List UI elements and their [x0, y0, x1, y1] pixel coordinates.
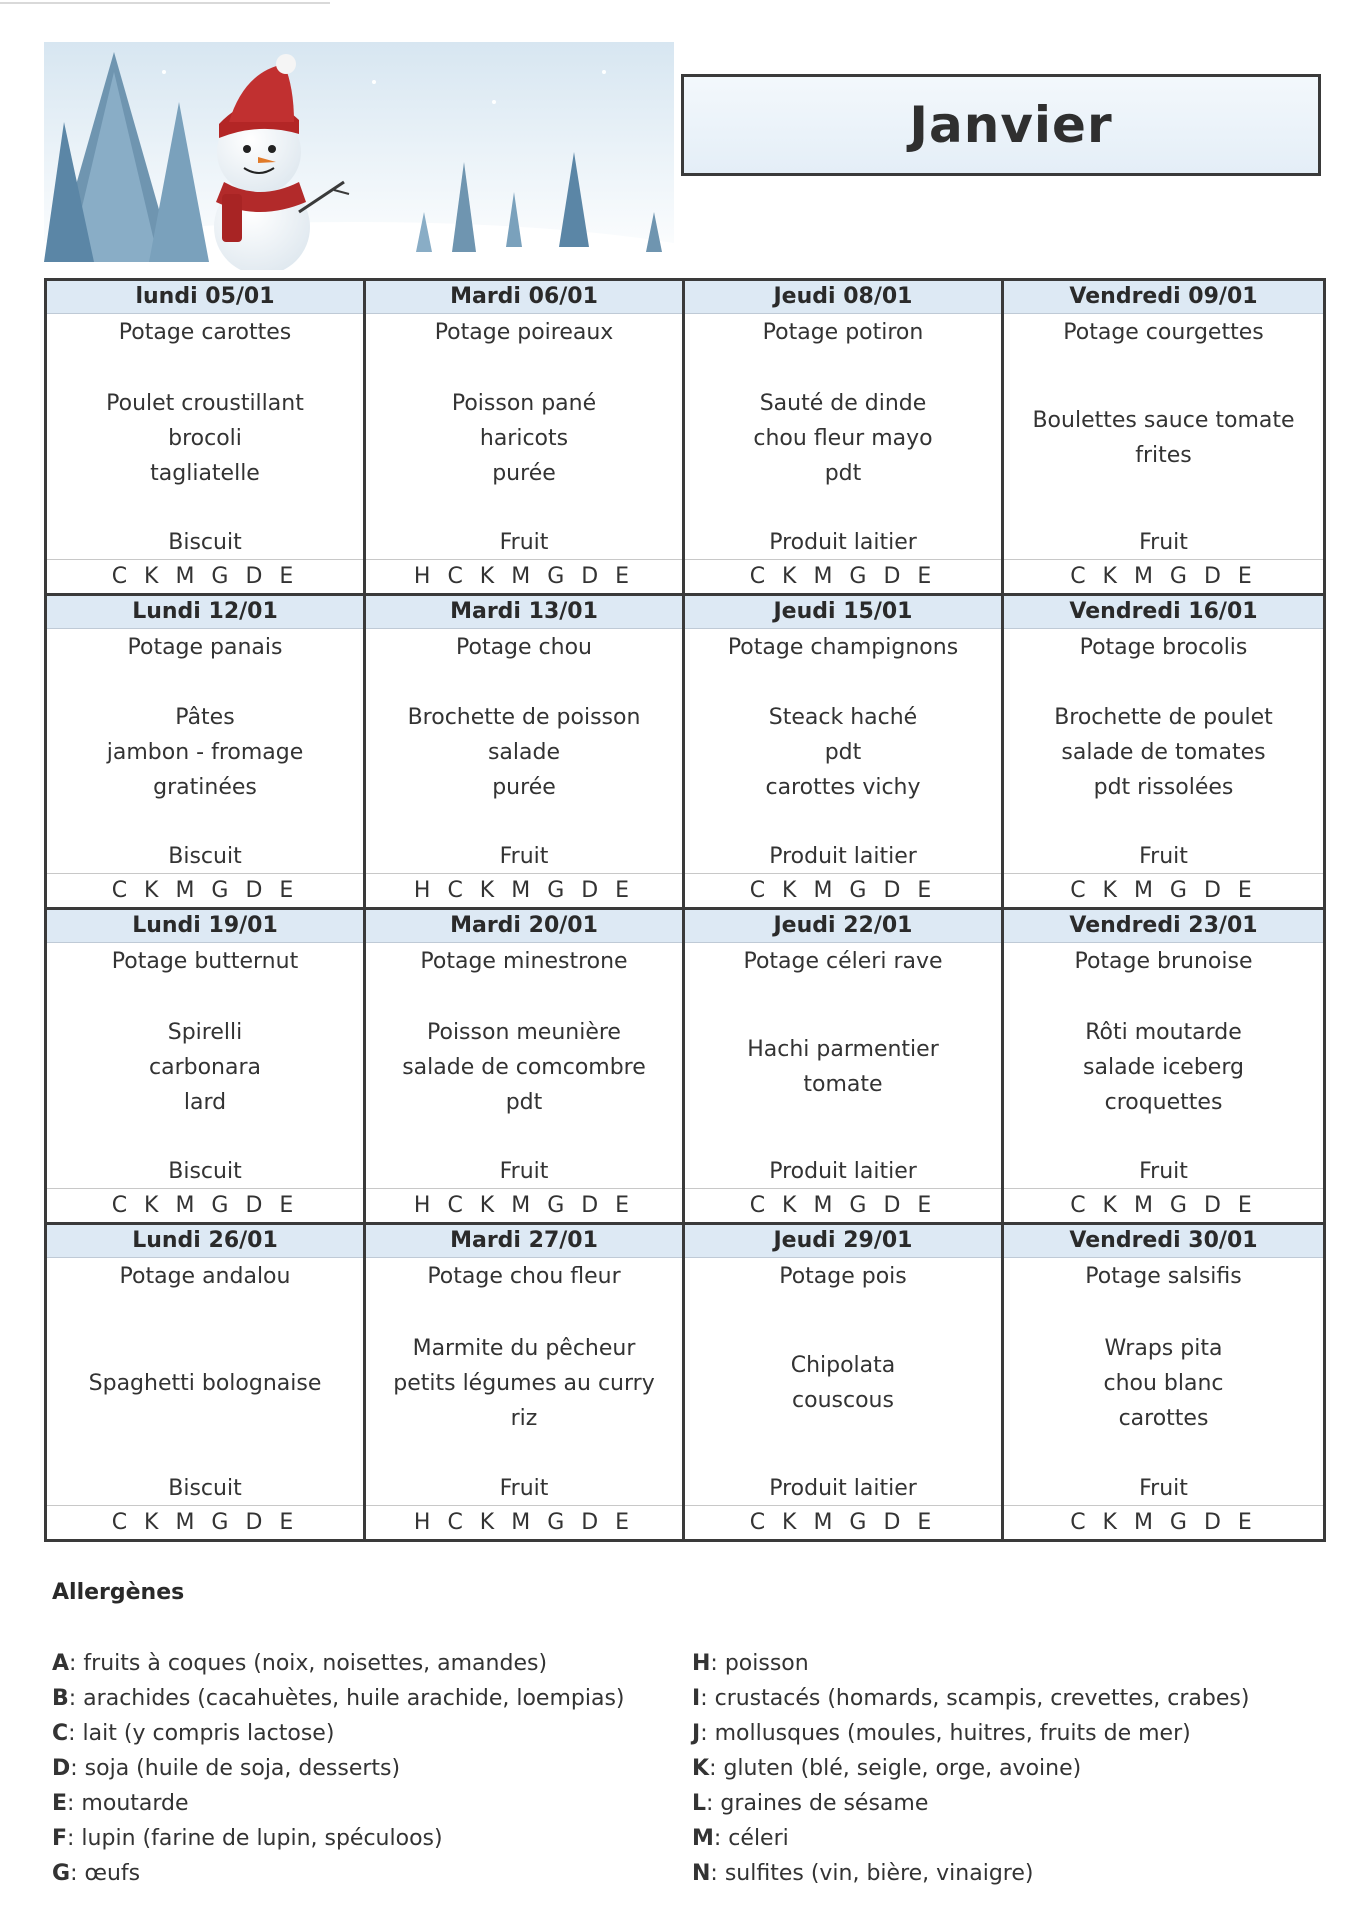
- soup-item: Potage céleri rave: [743, 949, 943, 974]
- main-dish-line: gratinées: [153, 775, 257, 801]
- main-dish-line: lard: [183, 1089, 227, 1115]
- main-dish: [47, 979, 363, 1156]
- allergen-legend-item: [692, 1646, 1249, 1681]
- allergen-codes: H C K M G D E: [366, 873, 682, 907]
- main-dish-line: brocoli: [168, 425, 242, 451]
- day-cell: [1004, 596, 1323, 911]
- allergen-description: : fruits à coques (noix, noisettes, amandes): [69, 1651, 548, 1676]
- allergen-code: D: [52, 1756, 71, 1781]
- soup-item: Potage poireaux: [434, 320, 614, 345]
- allergen-legend-item: [52, 1786, 625, 1821]
- main-dish: [1004, 665, 1323, 842]
- day-cell: [1004, 1225, 1323, 1540]
- allergen-description: : céleri: [713, 1826, 789, 1851]
- allergen-codes: C K M G D E: [47, 873, 363, 907]
- day-header: Jeudi 22/01: [685, 910, 1001, 943]
- dessert-item: Fruit: [1139, 844, 1188, 869]
- main-dish-line: couscous: [792, 1388, 894, 1414]
- day-header: Vendredi 23/01: [1004, 910, 1323, 943]
- soup-item: Potage panais: [127, 634, 283, 660]
- main-dish-line: salade de comcombre: [402, 1054, 646, 1080]
- dessert-item: Biscuit: [168, 844, 242, 869]
- dessert-item: Fruit: [499, 1158, 549, 1184]
- allergen-legend-item: [52, 1751, 625, 1786]
- menu-grid: [44, 278, 1326, 1542]
- main-dish-line: carottes: [1118, 1405, 1209, 1431]
- allergen-code: A: [52, 1651, 70, 1676]
- allergen-description: : arachides (cacahuètes, huile arachide, loempias): [68, 1686, 625, 1711]
- allergen-code: H: [692, 1651, 711, 1676]
- allergen-codes: C K M G D E: [47, 1505, 363, 1539]
- day-header: Lundi 19/01: [47, 910, 363, 943]
- main-dish-line: petits légumes au curry: [393, 1370, 655, 1396]
- allergen-legend-item: [692, 1821, 1249, 1856]
- dessert-item: Fruit: [499, 844, 549, 869]
- day-cell: [366, 910, 685, 1225]
- dessert-item: Produit laitier: [769, 1158, 917, 1184]
- main-dish: [47, 1294, 363, 1474]
- day-cell: [1004, 910, 1323, 1225]
- day-header: Mardi 20/01: [366, 910, 682, 943]
- allergen-code: F: [52, 1826, 68, 1851]
- soup-item: Potage andalou: [119, 1263, 291, 1289]
- allergen-legend-item: [692, 1681, 1249, 1716]
- day-cell: [47, 281, 366, 596]
- allergen-description: : œufs: [70, 1861, 141, 1886]
- soup-item: Potage chou: [456, 634, 592, 660]
- main-dish-line: tomate: [803, 1072, 883, 1098]
- main-dish-line: tagliatelle: [150, 460, 260, 486]
- allergen-codes: C K M G D E: [685, 1188, 1001, 1222]
- allergen-code: C: [52, 1721, 69, 1746]
- soup-item: Potage pois: [779, 1263, 907, 1289]
- main-dish-line: pdt: [824, 460, 862, 486]
- main-dish-line: purée: [492, 775, 556, 801]
- main-dish-line: pdt: [505, 1089, 543, 1115]
- allergen-code: N: [692, 1861, 711, 1886]
- main-dish-line: purée: [492, 460, 556, 486]
- main-dish-line: pdt: [824, 740, 862, 766]
- day-cell: [366, 1225, 685, 1540]
- main-dish-line: chou blanc: [1103, 1370, 1224, 1396]
- main-dish: [685, 1294, 1001, 1474]
- allergen-legend-item: [52, 1856, 625, 1891]
- allergen-description: : gluten (blé, seigle, orge, avoine): [709, 1756, 1082, 1781]
- main-dish-line: Spaghetti bolognaise: [88, 1370, 322, 1396]
- day-cell: [366, 596, 685, 911]
- allergen-codes: C K M G D E: [1004, 559, 1323, 593]
- day-cell: [47, 910, 366, 1225]
- day-cell: [1004, 281, 1323, 596]
- allergen-codes: C K M G D E: [47, 1188, 363, 1222]
- allergen-codes: C K M G D E: [1004, 873, 1323, 907]
- dessert-item: Biscuit: [168, 1158, 242, 1184]
- main-dish: [685, 979, 1001, 1156]
- main-dish-line: Chipolata: [790, 1353, 896, 1379]
- day-cell: [366, 281, 685, 596]
- dessert-item: Produit laitier: [769, 529, 917, 555]
- dessert-item: Fruit: [1139, 529, 1188, 555]
- allergen-description: : sulfites (vin, bière, vinaigre): [710, 1861, 1034, 1886]
- main-dish: [47, 350, 363, 527]
- main-dish-line: frites: [1135, 443, 1192, 469]
- allergen-legend-item: [52, 1821, 625, 1856]
- allergen-description: : graines de sésame: [706, 1791, 929, 1816]
- main-dish: [47, 665, 363, 842]
- allergen-legend-item: [692, 1751, 1249, 1786]
- main-dish-line: Boulettes sauce tomate: [1032, 408, 1295, 434]
- allergen-description: : lait (y compris lactose): [68, 1721, 335, 1746]
- dessert-item: Fruit: [1139, 1158, 1188, 1184]
- dessert-item: Fruit: [1139, 1476, 1188, 1501]
- day-header: Jeudi 29/01: [685, 1225, 1001, 1258]
- day-header: Vendredi 16/01: [1004, 596, 1323, 629]
- allergen-codes: C K M G D E: [685, 559, 1001, 593]
- allergens-legend-left: [52, 1646, 625, 1891]
- allergen-code: K: [692, 1756, 710, 1781]
- day-header: Vendredi 30/01: [1004, 1225, 1323, 1258]
- main-dish: [685, 350, 1001, 527]
- main-dish: [366, 1294, 682, 1474]
- allergen-code: J: [692, 1721, 701, 1746]
- allergen-code: E: [52, 1791, 68, 1816]
- main-dish-line: Poulet croustillant: [106, 390, 304, 416]
- allergen-code: M: [692, 1826, 714, 1851]
- soup-item: Potage potiron: [762, 320, 924, 345]
- month-title: Janvier: [909, 96, 1113, 154]
- allergen-description: : poisson: [710, 1651, 809, 1676]
- allergen-codes: H C K M G D E: [366, 559, 682, 593]
- main-dish-line: Poisson pané: [451, 390, 597, 416]
- allergen-description: : crustacés (homards, scampis, crevettes, crabes): [700, 1686, 1250, 1711]
- allergen-codes: C K M G D E: [47, 559, 363, 593]
- main-dish: [366, 350, 682, 527]
- main-dish-line: pdt rissolées: [1093, 775, 1234, 801]
- main-dish-line: Spirelli: [167, 1019, 243, 1045]
- day-cell: [685, 1225, 1004, 1540]
- allergen-legend-item: [52, 1681, 625, 1716]
- main-dish-line: Marmite du pêcheur: [412, 1335, 636, 1361]
- soup-item: Potage courgettes: [1063, 320, 1264, 345]
- dessert-item: Biscuit: [168, 1476, 242, 1501]
- day-header: Mardi 13/01: [366, 596, 682, 629]
- day-header: Mardi 06/01: [366, 281, 682, 314]
- main-dish-line: Pâtes: [175, 705, 235, 731]
- dessert-item: Produit laitier: [769, 1476, 917, 1501]
- dessert-item: Fruit: [499, 529, 549, 555]
- allergen-description: : moutarde: [67, 1791, 189, 1816]
- main-dish: [366, 665, 682, 842]
- soup-item: Potage brunoise: [1074, 949, 1253, 974]
- soup-item: Potage chou fleur: [427, 1263, 621, 1289]
- allergen-codes: C K M G D E: [1004, 1505, 1323, 1539]
- allergen-codes: H C K M G D E: [366, 1188, 682, 1222]
- soup-item: Potage minestrone: [420, 949, 628, 974]
- allergen-codes: H C K M G D E: [366, 1505, 682, 1539]
- allergen-legend-item: [692, 1786, 1249, 1821]
- main-dish-line: salade: [487, 740, 561, 766]
- main-dish-line: salade iceberg: [1083, 1054, 1244, 1080]
- day-header: Jeudi 15/01: [685, 596, 1001, 629]
- allergen-legend-item: [692, 1716, 1249, 1751]
- allergen-description: : lupin (farine de lupin, spéculoos): [67, 1826, 443, 1851]
- allergen-legend-item: [52, 1646, 625, 1681]
- day-cell: [685, 281, 1004, 596]
- dessert-item: Biscuit: [168, 529, 242, 555]
- allergen-legend-item: [52, 1716, 625, 1751]
- main-dish-line: riz: [510, 1405, 538, 1431]
- main-dish-line: croquettes: [1104, 1089, 1223, 1115]
- main-dish-line: chou fleur mayo: [753, 425, 933, 451]
- allergen-code: B: [52, 1686, 69, 1711]
- main-dish-line: Hachi parmentier: [747, 1037, 939, 1063]
- day-cell: [685, 910, 1004, 1225]
- day-header: Vendredi 09/01: [1004, 281, 1323, 314]
- day-header: Mardi 27/01: [366, 1225, 682, 1258]
- main-dish-line: Poisson meunière: [427, 1019, 621, 1045]
- allergen-codes: C K M G D E: [1004, 1188, 1323, 1222]
- main-dish-line: Steack haché: [768, 705, 918, 731]
- allergens-title: Allergènes: [52, 1580, 185, 1605]
- day-cell: [47, 1225, 366, 1540]
- allergens-legend-right: [692, 1646, 1249, 1891]
- allergen-description: : mollusques (moules, huitres, fruits de mer): [700, 1721, 1191, 1746]
- main-dish: [366, 979, 682, 1156]
- main-dish: [1004, 1294, 1323, 1474]
- soup-item: Potage salsifis: [1085, 1263, 1242, 1289]
- main-dish: [1004, 979, 1323, 1156]
- day-cell: [685, 596, 1004, 911]
- main-dish-line: carottes vichy: [765, 775, 921, 801]
- allergen-code: I: [692, 1686, 701, 1711]
- allergen-code: G: [52, 1861, 71, 1886]
- day-header: Lundi 26/01: [47, 1225, 363, 1258]
- main-dish: [1004, 350, 1323, 527]
- allergen-code: L: [692, 1791, 707, 1816]
- allergen-description: : soja (huile de soja, desserts): [70, 1756, 401, 1781]
- soup-item: Potage brocolis: [1079, 634, 1248, 660]
- dessert-item: Fruit: [499, 1476, 549, 1501]
- main-dish-line: carbonara: [149, 1054, 261, 1080]
- main-dish-line: jambon - fromage: [106, 740, 304, 766]
- soup-item: Potage champignons: [727, 634, 959, 660]
- main-dish-line: Brochette de poisson: [407, 705, 641, 731]
- allergen-codes: C K M G D E: [685, 873, 1001, 907]
- dessert-item: Produit laitier: [769, 844, 917, 869]
- day-header: Jeudi 08/01: [685, 281, 1001, 314]
- main-dish-line: Rôti moutarde: [1085, 1019, 1242, 1045]
- main-dish-line: Sauté de dinde: [759, 390, 927, 416]
- snowman-illustration: [44, 42, 674, 270]
- soup-item: Potage butternut: [111, 949, 299, 974]
- main-dish-line: salade de tomates: [1061, 740, 1266, 766]
- top-divider: [0, 2, 330, 4]
- main-dish-line: Brochette de poulet: [1054, 705, 1273, 731]
- soup-item: Potage carottes: [118, 320, 292, 345]
- main-dish-line: haricots: [479, 425, 569, 451]
- day-header: Lundi 12/01: [47, 596, 363, 629]
- day-cell: [47, 596, 366, 911]
- day-header: lundi 05/01: [47, 281, 363, 314]
- main-dish: [685, 665, 1001, 842]
- month-title-box: [681, 74, 1321, 176]
- main-dish-line: Wraps pita: [1104, 1335, 1223, 1361]
- allergen-codes: C K M G D E: [685, 1505, 1001, 1539]
- allergen-legend-item: [692, 1856, 1249, 1891]
